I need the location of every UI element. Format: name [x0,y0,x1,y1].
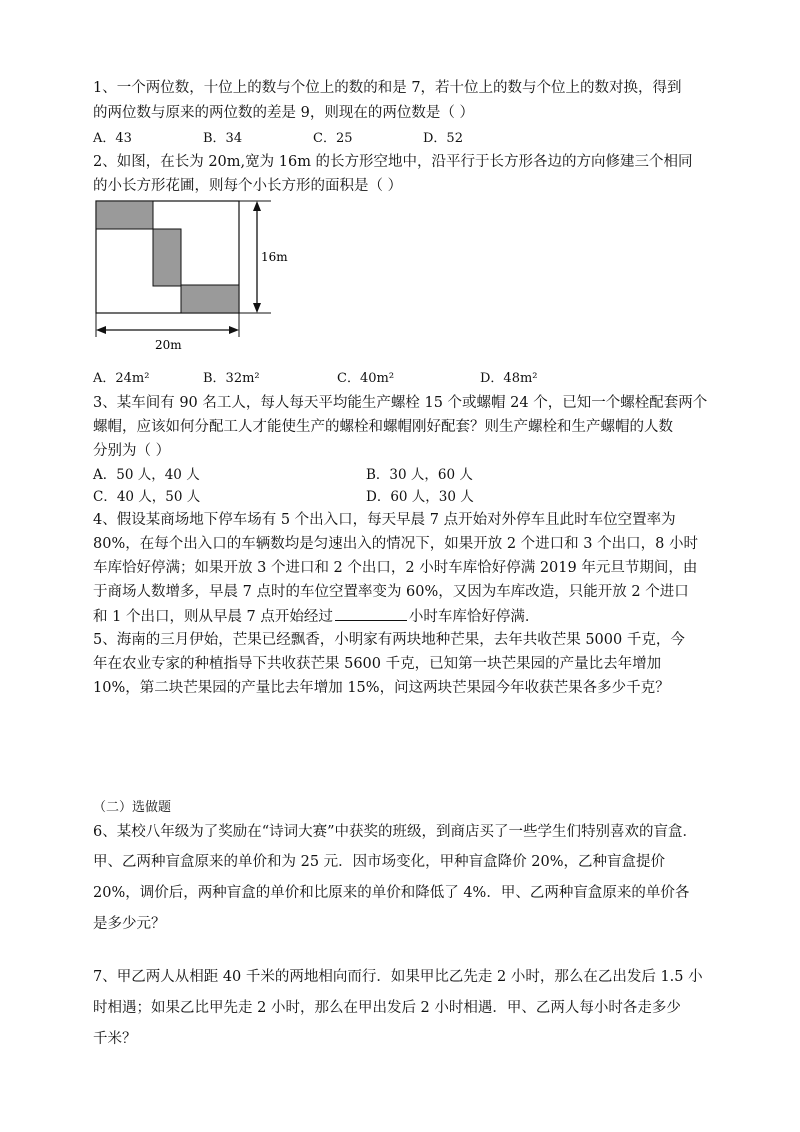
q7-line-1: 7、甲乙两人从相距 40 千米的两地相向而行．如果甲比乙先走 2 小时，那么在乙出发后 1.5 小 [93,969,703,985]
q4-line-5 [93,606,539,627]
q5-line-3: 10%，第二块芒果园的产量比去年增加 15%，问这两块芒果园今年收获芒果各多少千克？ [93,680,670,696]
q4-line-4: 于商场人数增多，早晨 7 点时的车位空置率变为 60%，又因为车库改造，只能开放 2 个进口 [93,584,689,600]
answer-blank[interactable] [335,606,407,621]
section-heading: （二）选做题 [93,800,172,815]
width-arrow-left-icon [96,326,106,334]
q4-line-1: 4、假设某商场地下停车场有 5 个出入口，每天早晨 7 点开始对外停车且此时车位空置率为 [93,512,676,528]
q4-line-2: 80%，在每个出入口的车辆数均是匀速出入的情况下，如果开放 2 个进口和 3 个出口，8 小时 [93,536,698,552]
q7-line-2: 时相遇；如果乙比甲先走 2 小时，那么在甲出发后 2 小时相遇．甲、乙两人每小时各走多少 [93,1000,681,1016]
q4-line-5-after: 小时车库恰好停满． [408,609,540,625]
q6-line-2: 甲、乙两种盲盒原来的单价和为 25 元．因市场变化，甲种盲盒降价 20%，乙种盲盒提价 [93,854,666,870]
q2-option-c: C．40m² [337,371,395,386]
q6-line-1: 6、某校八年级为了奖励在“诗词大赛”中获奖的班级，到商店买了一些学生们特别喜欢的盲盒． [93,824,698,840]
q1-option-b: B．34 [203,131,243,146]
garden-rect-1 [96,201,153,229]
q1-option-a: A．43 [93,131,132,146]
q5-line-1: 5、海南的三月伊始，芒果已经飘香，小明家有两块地种芒果，去年共收芒果 5000 千克，今 [93,632,685,648]
garden-rect-2 [153,229,181,286]
q3-option-d: D．60 人，30 人 [366,489,474,505]
height-arrow-up-icon [253,201,261,211]
q1-option-c: C．25 [313,131,353,146]
q1-line-1: 1、一个两位数，十位上的数与个位上的数的和是 7，若十位上的数与个位上的数对换，得到 [93,80,682,96]
width-label: 20m [155,338,182,352]
q3-option-a: A．50 人，40 人 [93,467,200,483]
width-arrow-right-icon [229,326,239,334]
q5-line-2: 年在农业专家的种植指导下共收获芒果 5600 千克，已知第一块芒果园的产量比去年增加 [93,656,662,672]
q3-option-c: C．40 人，50 人 [93,489,201,505]
q6-line-4: 是多少元？ [93,916,166,932]
q6-line-3: 20%，调价后，两种盲盒的单价和比原来的单价和降低了 4%．甲、乙两种盲盒原来的单价各 [93,885,690,901]
height-arrow-down-icon [253,303,261,313]
q2-option-d: D．48m² [480,371,538,386]
q2-line-2: 的小长方形花圃，则每个小长方形的面积是（ ） [93,178,403,194]
q3-line-3: 分别为（ ） [93,443,171,459]
q2-option-a: A．24m² [93,371,150,386]
q1-option-d: D．52 [423,131,463,146]
q2-line-1: 2、如图，在长为 20m,宽为 16m 的长方形空地中，沿平行于长方形各边的方向修建三个相同 [93,154,693,170]
q7-line-3: 千米？ [93,1031,137,1047]
q2-option-b: B．32m² [203,371,260,386]
q4-line-3: 车库恰好停满；如果开放 3 个进口和 2 个出口，2 小时车库恰好停满 2019 年元旦节期间，由 [93,560,698,576]
q3-line-2: 螺帽，应该如何分配工人才能使生产的螺栓和螺帽刚好配套？则生产螺栓和生产螺帽的人数 [93,419,673,435]
rectangle-figure [93,197,293,357]
garden-rect-3 [181,285,239,313]
height-label: 16m [261,250,288,264]
q4-line-5-before: 和 1 个出口，则从早晨 7 点开始经过 [93,609,333,625]
q3-option-b: B．30 人，60 人 [366,467,473,483]
q1-line-2: 的两位数与原来的两位数的差是 9，则现在的两位数是（ ） [93,105,474,121]
q3-line-1: 3、某车间有 90 名工人，每人每天平均能生产螺栓 15 个或螺帽 24 个，已知一个螺栓配套两个 [93,395,708,411]
